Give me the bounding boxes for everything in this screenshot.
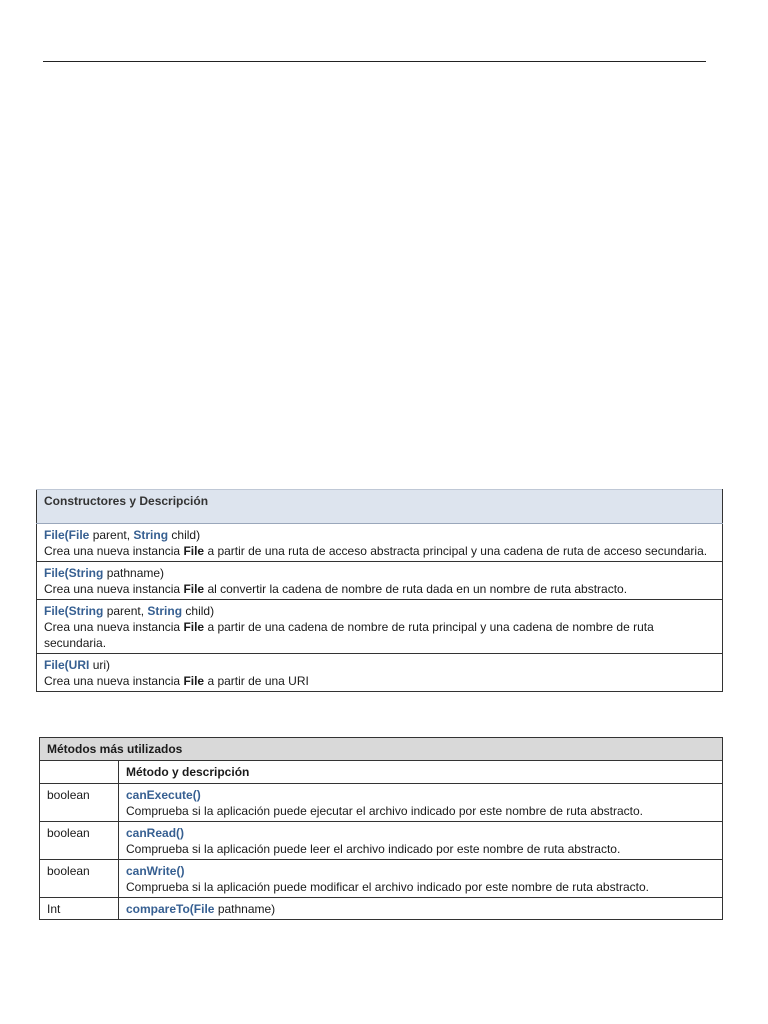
- param-name: uri): [92, 658, 111, 672]
- constructor-signature: [44, 603, 715, 619]
- constructors-header: Constructores y Descripción: [37, 490, 723, 524]
- desc-text: Crea una nueva instancia: [44, 582, 181, 596]
- method-cell: [119, 822, 723, 860]
- method-column-header: Método y descripción: [119, 761, 723, 784]
- method-description: Comprueba si la aplicación puede ejecutar el archivo indicado por este nombre de ruta abstracto.: [126, 804, 643, 818]
- method-row: [40, 898, 723, 920]
- paren: (: [189, 902, 194, 916]
- param-name: parent,: [92, 528, 131, 542]
- constructor-cell: [37, 600, 723, 654]
- method-params: (): [176, 826, 185, 840]
- desc-text: al convertir la cadena de nombre de ruta dada en un nombre de ruta abstracto.: [207, 582, 628, 596]
- method-name-link[interactable]: canExecute: [126, 788, 193, 802]
- desc-keyword: File: [183, 620, 205, 634]
- constructor-name-link[interactable]: File: [44, 528, 65, 542]
- constructor-signature: [44, 527, 715, 543]
- method-signature: [126, 787, 715, 803]
- desc-keyword: File: [183, 674, 205, 688]
- param-name: pathname): [217, 902, 276, 916]
- return-type: boolean: [40, 822, 119, 860]
- param-name: pathname): [106, 566, 165, 580]
- paren: (: [64, 528, 69, 542]
- method-name-link[interactable]: canRead: [126, 826, 177, 840]
- method-cell: [119, 784, 723, 822]
- desc-text: a partir de una cadena de nombre de ruta principal y una cadena de nombre de ruta secundaria.: [44, 620, 654, 650]
- constructor-signature: [44, 657, 715, 673]
- method-signature: [126, 863, 715, 879]
- constructor-row: [37, 654, 723, 692]
- method-signature: [126, 901, 715, 917]
- constructor-name-link[interactable]: File: [44, 604, 65, 618]
- constructor-name-link[interactable]: File: [44, 658, 65, 672]
- param-type-link[interactable]: String: [68, 604, 104, 618]
- constructor-signature: [44, 565, 715, 581]
- method-params: (): [176, 864, 185, 878]
- method-signature: [126, 825, 715, 841]
- desc-keyword: File: [183, 544, 205, 558]
- constructor-description: [44, 673, 715, 689]
- method-cell: [119, 860, 723, 898]
- return-type: boolean: [40, 784, 119, 822]
- constructor-row: [37, 600, 723, 654]
- return-type: boolean: [40, 860, 119, 898]
- method-description: Comprueba si la aplicación puede modificar el archivo indicado por este nombre de ruta abstracto.: [126, 880, 649, 894]
- param-type-link[interactable]: String: [147, 604, 183, 618]
- constructors-table: [36, 489, 723, 692]
- constructor-description: [44, 543, 715, 559]
- method-row: [40, 860, 723, 898]
- constructor-cell: [37, 524, 723, 562]
- methods-title: Métodos más utilizados: [40, 738, 723, 761]
- desc-text: a partir de una URI: [207, 674, 309, 688]
- constructor-cell: [37, 654, 723, 692]
- type-column-header: [40, 761, 119, 784]
- methods-column-header-row: [40, 761, 723, 784]
- constructor-description: [44, 619, 715, 651]
- desc-text: a partir de una ruta de acceso abstracta principal y una cadena de ruta de acceso secundaria.: [207, 544, 708, 558]
- method-row: [40, 822, 723, 860]
- constructors-header-row: [37, 490, 723, 524]
- param-type-link[interactable]: String: [133, 528, 169, 542]
- constructor-description: [44, 581, 715, 597]
- methods-title-row: [40, 738, 723, 761]
- param-type-link[interactable]: URI: [68, 658, 90, 672]
- param-name: child): [171, 528, 201, 542]
- param-name: parent,: [106, 604, 145, 618]
- constructor-row: [37, 524, 723, 562]
- param-name: child): [185, 604, 215, 618]
- desc-text: Crea una nueva instancia: [44, 674, 181, 688]
- param-type-link[interactable]: File: [68, 528, 90, 542]
- constructor-name-link[interactable]: File: [44, 566, 65, 580]
- constructor-cell: [37, 562, 723, 600]
- method-description: Comprueba si la aplicación puede leer el archivo indicado por este nombre de ruta abstracto.: [126, 842, 621, 856]
- paren: (: [64, 658, 69, 672]
- method-cell: [119, 898, 723, 920]
- method-name-link[interactable]: canWrite: [126, 864, 177, 878]
- constructor-row: [37, 562, 723, 600]
- method-name-link[interactable]: compareTo: [126, 902, 190, 916]
- desc-keyword: File: [183, 582, 205, 596]
- desc-text: Crea una nueva instancia: [44, 544, 181, 558]
- param-type-link[interactable]: File: [193, 902, 215, 916]
- desc-text: Crea una nueva instancia: [44, 620, 181, 634]
- paren: (: [64, 566, 69, 580]
- paren: (: [64, 604, 69, 618]
- param-type-link[interactable]: String: [68, 566, 104, 580]
- methods-table: [39, 737, 723, 920]
- top-horizontal-rule: [43, 61, 706, 62]
- return-type: Int: [40, 898, 119, 920]
- method-row: [40, 784, 723, 822]
- method-params: (): [192, 788, 201, 802]
